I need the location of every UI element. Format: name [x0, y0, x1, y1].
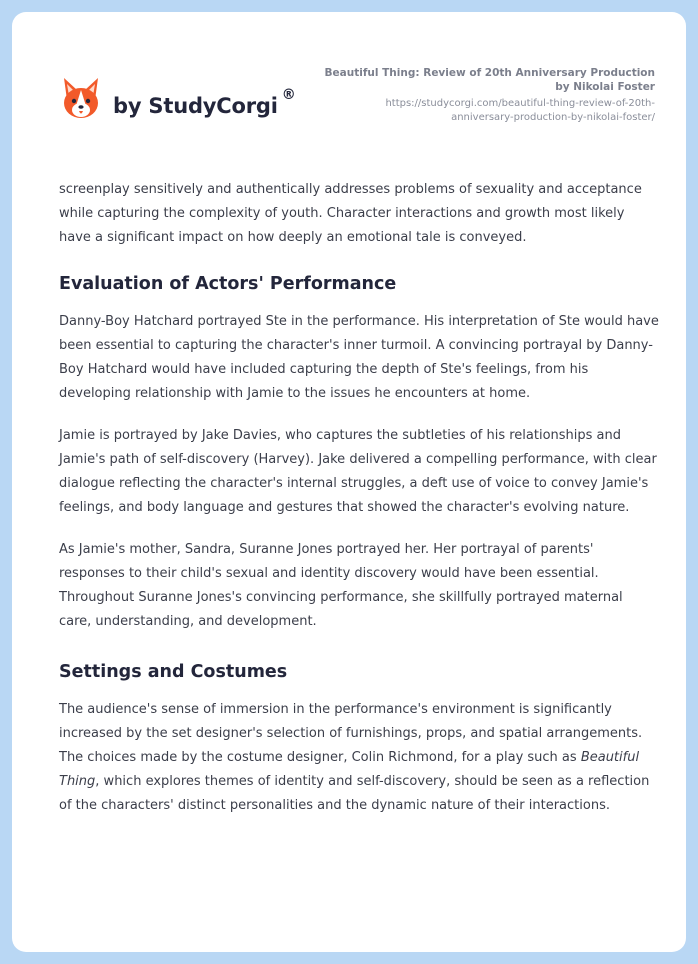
- registered-mark: ®: [281, 86, 296, 103]
- paragraph-settings: The audience's sense of immersion in the performance's environment is significantly increased by the set designer's selection of furnishings, props, and spatial arrangements. The choices made by the costume designer, Colin Richmond, for a play such as Beautiful Thing, which explores themes of identity and self-discovery, should be seen as a reflection of the characters' distinct personalities and the dynamic nature of their interactions.: [59, 702, 650, 813]
- brand-name: by StudyCorgi ®: [113, 86, 296, 118]
- document-title: Beautiful Thing: Review of 20th Anniversary Production by Nikolai Foster: [324, 67, 655, 93]
- play-title: Beautiful Thing: [59, 750, 640, 789]
- document-meta: [295, 66, 655, 125]
- corgi-icon: [61, 76, 101, 120]
- paragraph-hatchard: Danny-Boy Hatchard portrayed Ste in the performance. His interpretation of Ste would have been essential to capturing the character's inner turmoil. A convincing portrayal by Danny-Boy Hatchard would have included capturing the depth of Ste's feelings, from his developing relationship with Jamie to the issues he encounters at home.: [59, 314, 659, 401]
- paragraph-jones: As Jamie's mother, Sandra, Suranne Jones portrayed her. Her portrayal of parents' responses to their child's sexual and identity discovery would have been essential. Throughout Suranne Jones's convincing performance, she skillfully portrayed maternal care, understanding, and development.: [59, 542, 623, 629]
- document-url[interactable]: https://studycorgi.com/beautiful-thing-review-of-20th- anniversary-production-by-nikolai-foster/: [385, 98, 655, 123]
- document-page: [12, 12, 686, 952]
- section-heading-settings: Settings and Costumes: [59, 662, 288, 682]
- studycorgi-logo[interactable]: [61, 76, 296, 120]
- paragraph-davies: Jamie is portrayed by Jake Davies, who captures the subtleties of his relationships and Jamie's path of self-discovery (Harvey). Jake delivered a compelling performance, with clear dialogue reflecting the character's internal struggles, a deft use of voice to convey Jamie's feelings, and body language and gestures that showed the character's evolving nature.: [59, 428, 657, 515]
- intro-paragraph: screenplay sensitively and authentically addresses problems of sexuality and acceptance while capturing the complexity of youth. Character interactions and growth most likely have a significant impact on how deeply an emotional tale is conveyed.: [59, 182, 642, 245]
- document-body: [59, 178, 659, 836]
- section-heading-actors: Evaluation of Actors' Performance: [59, 274, 397, 294]
